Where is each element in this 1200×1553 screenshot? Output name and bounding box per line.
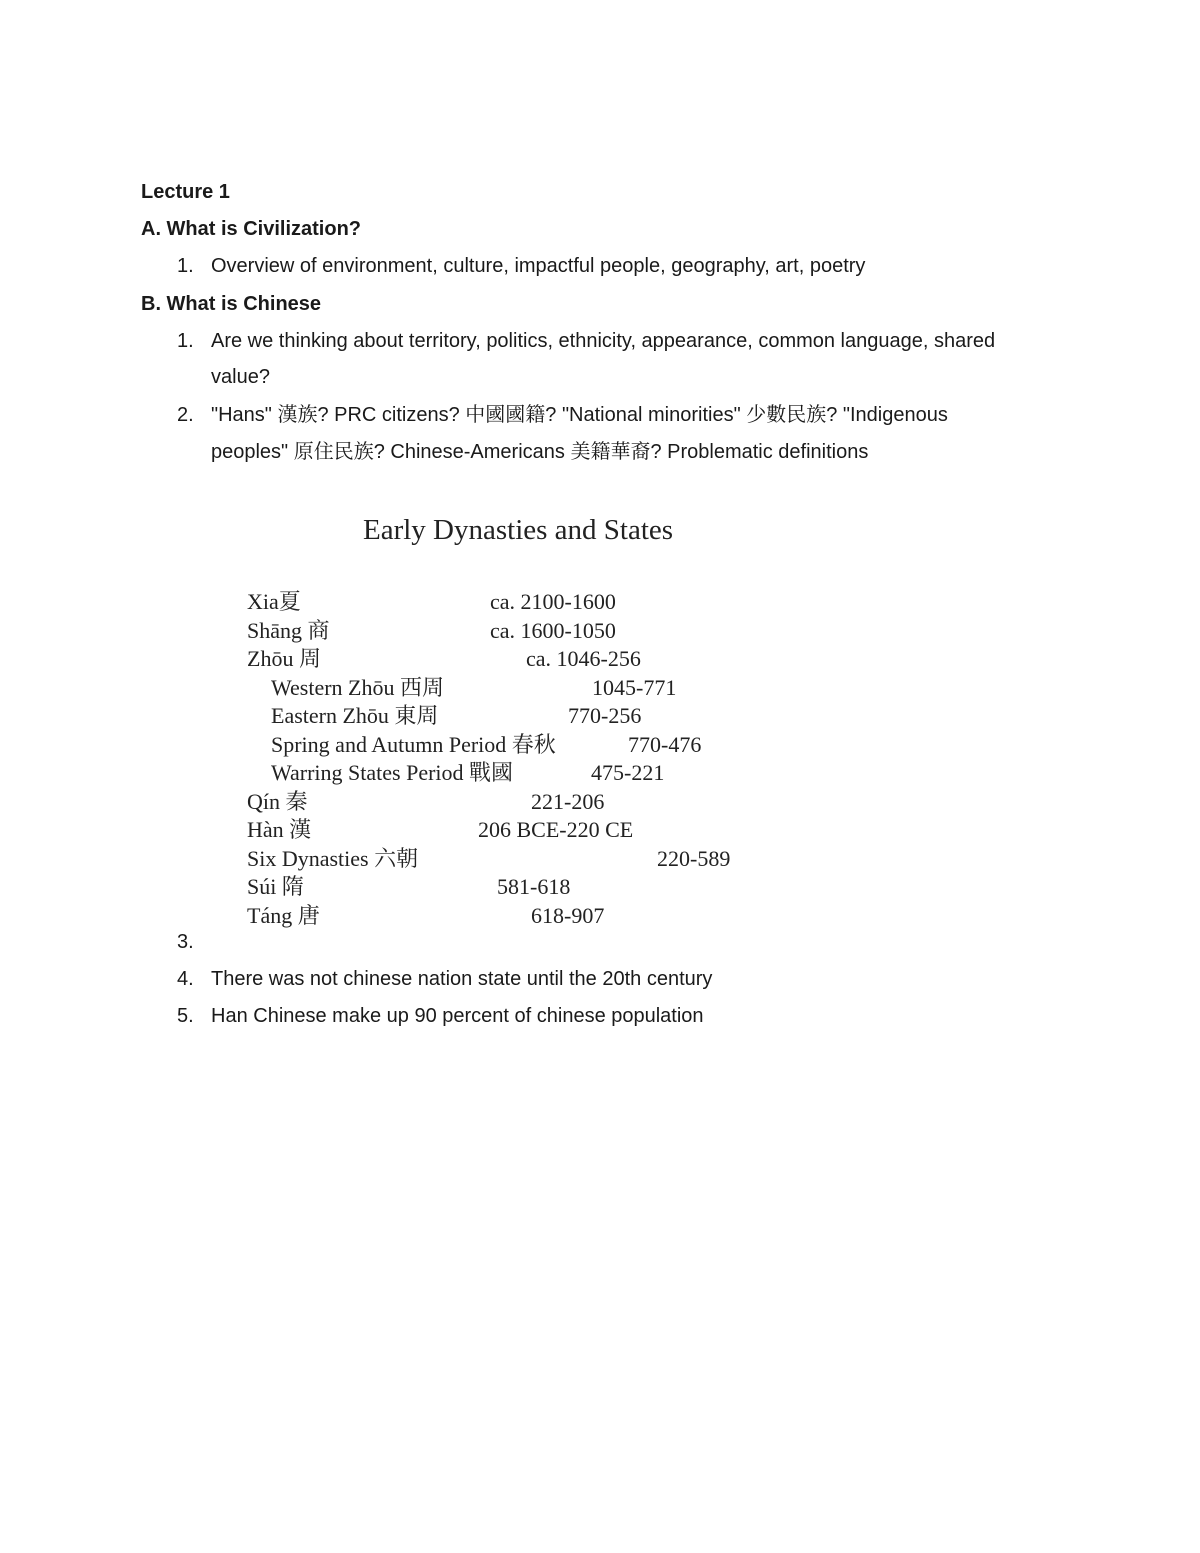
dynasty-name: Zhōu 周 (247, 646, 321, 671)
dynasty-dates: 475-221 (591, 760, 665, 785)
dynasty-dates: 770-256 (568, 703, 642, 728)
list-item-text: Are we thinking about territory, politics, ethnicity, appearance, common language, shared (211, 330, 996, 352)
list-number: 5. (177, 1005, 194, 1027)
dynasty-name: Shāng 商 (247, 618, 330, 643)
dynasty-name: Táng 唐 (247, 903, 320, 928)
dynasty-name: Six Dynasties 六朝 (247, 846, 419, 871)
list-number: 1. (177, 255, 194, 277)
dynasty-dates: 581-618 (497, 874, 571, 899)
list-item-text: There was not chinese nation state until the 20th century (211, 968, 713, 990)
list-item-text-continued: peoples" 原住民族? Chinese-Americans 美籍華裔? Problematic definitions (211, 441, 869, 463)
dynasty-name: Hàn 漢 (247, 817, 312, 842)
dynasty-dates: 770-476 (628, 732, 702, 757)
list-item-text: Overview of environment, culture, impactful people, geography, art, poetry (211, 255, 866, 277)
dynasty-dates: ca. 1046-256 (526, 646, 641, 671)
dynasty-dates: 221-206 (531, 789, 605, 814)
lecture-title: Lecture 1 (141, 181, 230, 203)
dynasty-dates: ca. 1600-1050 (490, 618, 616, 643)
dynasty-dates: 220-589 (657, 846, 731, 871)
list-number: 2. (177, 404, 194, 426)
dynasty-name: Warring States Period 戰國 (271, 760, 514, 785)
dynasty-dates: 618-907 (531, 903, 605, 928)
dynasty-dates: ca. 2100-1600 (490, 589, 616, 614)
dynasty-dates: 206 BCE-220 CE (478, 817, 634, 842)
dynasty-name: Súi 隋 (247, 874, 304, 899)
dynasty-name: Qín 秦 (247, 789, 308, 814)
dynasty-dates: 1045-771 (592, 675, 677, 700)
dynasty-name: Eastern Zhōu 東周 (271, 703, 439, 728)
list-number: 1. (177, 330, 194, 352)
list-number: 3. (177, 931, 194, 953)
section-b-heading: B. What is Chinese (141, 293, 322, 315)
list-item-text-continued: value? (211, 366, 270, 388)
dynasty-name: Spring and Autumn Period 春秋 (271, 732, 556, 757)
list-item-text: Han Chinese make up 90 percent of chinese population (211, 1005, 704, 1027)
figure-title: Early Dynasties and States (363, 514, 674, 546)
dynasty-name: Xia夏 (247, 589, 301, 614)
list-item-text: "Hans" 漢族? PRC citizens? 中國國籍? "National minorities" 少數民族? "Indigenous (211, 404, 948, 426)
section-a-heading: A. What is Civilization? (141, 218, 362, 240)
list-number: 4. (177, 968, 194, 990)
dynasty-name: Western Zhōu 西周 (271, 675, 444, 700)
